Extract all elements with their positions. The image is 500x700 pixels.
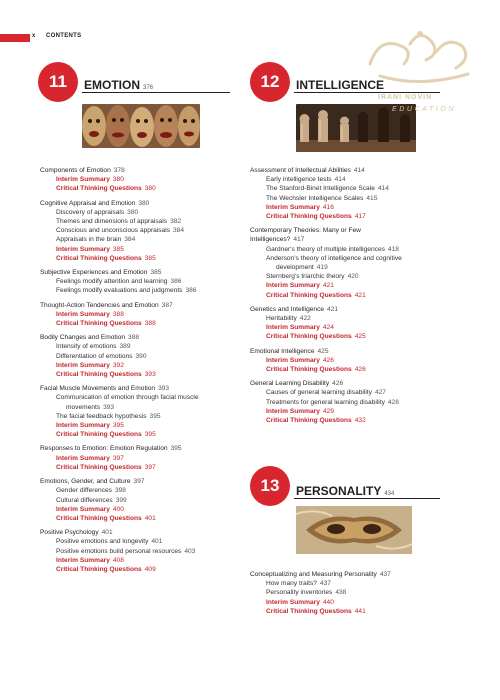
chapter-page: 376 [143,85,154,91]
toc-entry-page: 397 [133,478,145,486]
toc-entry-page: 395 [149,412,161,420]
toc-subitem[interactable] [40,217,240,226]
toc-heading[interactable] [250,379,460,388]
chapter-number-badge: 11 [38,62,78,102]
watermark-text-line2: EDUCATION [392,106,457,113]
toc-subitem[interactable] [40,547,240,556]
toc-entry-text: Interim Summary [266,598,320,606]
toc-entry-page: 417 [354,213,366,221]
toc-entry-text: Gender differences [56,487,112,495]
chapter-13-toc [250,570,460,621]
toc-entry-text: Interim Summary [266,407,320,415]
toc-entry-page: 384 [173,227,185,235]
toc-summary-item[interactable] [250,203,460,212]
toc-entry-text: Feelings modify attention and learning [56,278,168,286]
toc-subitem[interactable] [40,537,240,546]
toc-subitem[interactable] [40,496,240,505]
toc-entry-text: Gardner's theory of multiple intelligences [266,245,385,253]
toc-entry-text: Discovery of appraisals [56,208,125,216]
chapter-number-badge: 13 [250,466,290,506]
toc-entry-text: Responses to Emotion: Emotion Regulation [40,445,168,453]
toc-entry-page: 415 [366,194,378,202]
toc-entry-page: 380 [127,208,139,216]
toc-subitem[interactable] [40,277,240,286]
toc-section [40,268,240,296]
chapter-12-toc [250,166,460,430]
toc-entry-text: Appraisals in the brain [56,236,122,244]
toc-entry-text: Treatments for general learning disability [266,398,385,406]
toc-entry-text: The Wechsler Intelligence Scales [266,194,364,202]
toc-entry-text: Critical Thinking Questions [266,607,352,615]
toc-entry-page: 437 [379,571,391,578]
toc-entry-page: 395 [170,445,182,453]
toc-entry-page: 408 [112,556,124,564]
toc-entry-text: Interim Summary [266,203,320,211]
toc-summary-item[interactable] [250,416,460,425]
toc-heading[interactable] [250,235,460,244]
toc-heading[interactable] [250,347,460,356]
toc-section [40,477,240,523]
toc-entry-page: 397 [112,454,124,462]
toc-entry-page: 378 [113,167,125,174]
toc-entry-page: 382 [170,218,182,226]
toc-subitem[interactable] [40,486,240,495]
toc-entry-page: 388 [144,320,156,328]
toc-entry-text: Conceptualizing and Measuring Personality [250,571,377,578]
toc-section [250,379,460,425]
toc-entry-page: 385 [150,269,162,277]
toc-entry-page: 426 [322,356,334,364]
toc-entry-text: Critical Thinking Questions [266,213,352,221]
toc-entry-text: Critical Thinking Questions [56,254,142,262]
toc-entry-text: Interim Summary [56,245,110,253]
toc-entry-page: 385 [112,245,124,253]
toc-heading[interactable] [40,268,240,277]
toc-entry-page: 386 [185,287,197,295]
toc-entry-text: Interim Summary [56,454,110,462]
toc-entry-text: Interim Summary [56,361,110,369]
toc-entry-text: Interim Summary [56,505,110,513]
toc-heading[interactable] [40,166,240,175]
toc-subitem[interactable] [40,403,240,412]
toc-subitem[interactable] [250,175,460,184]
toc-entry-page: 393 [144,371,156,379]
toc-entry-page: 380 [144,185,156,193]
toc-summary-item[interactable] [40,184,240,193]
toc-subitem[interactable] [250,263,460,272]
toc-entry-page: 389 [119,343,131,351]
toc-entry-page: 401 [151,538,163,546]
toc-heading[interactable] [40,477,240,486]
toc-entry-text: Critical Thinking Questions [56,185,142,193]
toc-entry-page: 422 [299,315,311,323]
toc-section [40,199,240,263]
toc-entry-text: Personality inventories [266,589,333,597]
toc-summary-item[interactable] [40,556,240,565]
toc-entry-text: Contemporary Theories: Many or Few [250,227,361,235]
toc-entry-page: 440 [322,598,334,606]
toc-entry-text: Conscious and unconscious appraisals [56,227,170,235]
toc-entry-page: 397 [144,463,156,471]
toc-heading[interactable] [250,570,460,579]
toc-entry-page: 395 [112,422,124,430]
toc-entry-page: 427 [374,389,386,397]
toc-entry-text: Interim Summary [266,356,320,364]
toc-subitem[interactable] [40,393,240,402]
toc-subitem[interactable] [40,342,240,351]
toc-entry-page: 432 [354,417,366,425]
toc-entry-page: 429 [322,407,334,415]
toc-entry-page: 399 [115,496,127,504]
toc-entry-page: 384 [124,236,136,244]
toc-entry-page: 417 [293,236,305,244]
toc-entry-text: Subjective Experiences and Emotion [40,269,148,277]
toc-heading[interactable] [250,305,460,314]
toc-entry-text: Cognitive Appraisal and Emotion [40,199,136,207]
toc-section [40,384,240,439]
toc-entry-text: Emotions, Gender, and Culture [40,478,131,486]
toc-entry-text: Cultural differences [56,496,113,504]
toc-entry-text: Interim Summary [56,310,110,318]
toc-subitem[interactable] [40,412,240,421]
toc-summary-item[interactable] [40,463,240,472]
toc-entry-page: 387 [161,301,173,309]
toc-entry-page: 403 [184,547,196,555]
toc-entry-text: Critical Thinking Questions [56,514,142,522]
toc-section [40,333,240,379]
toc-entry-page: 441 [354,607,366,615]
toc-entry-page: 425 [317,347,329,355]
toc-entry-page: 420 [347,273,359,281]
toc-entry-text: Emotional Intelligence [250,347,315,355]
toc-entry-text: Positive emotions build personal resources [56,547,182,555]
toc-entry-text: Heritability [266,315,297,323]
toc-entry-page: 392 [112,361,124,369]
toc-entry-text: Positive Psychology [40,529,99,537]
toc-subitem[interactable] [250,254,460,263]
toc-summary-item[interactable] [40,421,240,430]
toc-entry-text: Critical Thinking Questions [56,320,142,328]
toc-summary-item[interactable] [40,361,240,370]
toc-summary-item[interactable] [40,319,240,328]
chapter-number-badge: 12 [250,62,290,102]
toc-section [40,528,240,574]
toc-entry-text: Anderson's theory of intelligence and cognitive [266,254,402,262]
toc-summary-item[interactable] [40,370,240,379]
toc-subitem[interactable] [250,398,460,407]
toc-entry-page: 393 [103,403,115,411]
toc-entry-page: 388 [112,310,124,318]
toc-subitem[interactable] [40,235,240,244]
toc-entry-page: 421 [354,291,366,299]
toc-summary-item[interactable] [40,310,240,319]
toc-summary-item[interactable] [250,607,460,616]
toc-entry-page: 438 [335,589,347,597]
toc-summary-item[interactable] [250,291,460,300]
toc-entry-text: Genetics and Intelligence [250,305,325,313]
toc-entry-text: The Stanford-Binet Intelligence Scale [266,185,375,193]
toc-entry-page: 418 [387,245,399,253]
toc-entry-text: Critical Thinking Questions [56,431,142,439]
toc-summary-item[interactable] [40,514,240,523]
toc-subitem[interactable] [250,272,460,281]
toc-entry-text: Feelings modify evaluations and judgments [56,287,183,295]
toc-entry-page: 425 [354,333,366,341]
chapter-title: INTELLIGENCE [296,78,385,92]
toc-heading[interactable] [40,528,240,537]
toc-summary-item[interactable] [40,245,240,254]
toc-summary-item[interactable] [250,365,460,374]
chapter-rule [82,92,230,93]
toc-entry-page: 424 [322,324,334,332]
toc-entry-text: Critical Thinking Questions [56,371,142,379]
toc-entry-text: How many traits? [266,580,317,588]
toc-section [250,226,460,300]
chapter-13-heading [250,466,450,506]
toc-entry-text: Facial Muscle Movements and Emotion [40,385,156,393]
toc-entry-text: Interim Summary [266,324,320,332]
header-accent-bar [0,34,30,42]
toc-summary-item[interactable] [250,212,460,221]
chapter-title: EMOTION 376 [84,78,154,92]
toc-entry-text: Assessment of Intellectual Abilities [250,167,351,174]
toc-subitem[interactable] [250,388,460,397]
toc-entry-page: 385 [144,254,156,262]
toc-subitem[interactable] [40,226,240,235]
toc-entry-page: 421 [322,282,334,290]
chapter-13-photo-mask [296,506,412,554]
toc-summary-item[interactable] [250,356,460,365]
toc-entry-page: 426 [354,366,366,374]
toc-entry-text: Components of Emotion [40,167,111,174]
toc-heading[interactable] [250,226,460,235]
toc-heading[interactable] [250,166,460,175]
toc-entry-text: General Learning Disability [250,380,330,388]
toc-entry-text: Differentiation of emotions [56,352,133,360]
chapter-11-heading [38,62,230,102]
toc-entry-page: 426 [332,380,344,388]
toc-heading[interactable] [40,301,240,310]
toc-summary-item[interactable] [250,323,460,332]
toc-entry-text: The facial feedback hypothesis [56,412,147,420]
toc-summary-item[interactable] [250,598,460,607]
header-page-number: x [32,33,36,39]
chapter-rule [294,498,440,499]
toc-entry-page: 398 [114,487,126,495]
toc-section [250,166,460,221]
header-title: CONTENTS [46,33,82,39]
chapter-11-photo-masks [82,104,200,148]
toc-entry-text: Sternberg's triarchic theory [266,273,345,281]
toc-entry-page: 393 [158,385,170,393]
toc-entry-text: Bodily Changes and Emotion [40,334,126,342]
toc-entry-page: 421 [327,305,339,313]
toc-entry-text: Interim Summary [56,422,110,430]
toc-heading[interactable] [40,384,240,393]
toc-entry-text: Interim Summary [56,556,110,564]
toc-entry-text: Themes and dimensions of appraisals [56,218,168,226]
toc-subitem[interactable] [40,286,240,295]
toc-entry-page: 380 [112,176,124,184]
toc-section [250,347,460,375]
toc-section [40,166,240,194]
toc-entry-page: 400 [112,505,124,513]
toc-entry-page: 409 [144,565,156,573]
toc-entry-page: 437 [319,580,331,588]
toc-entry-text: Intelligences? [250,236,291,244]
toc-entry-page: 416 [322,203,334,211]
toc-subitem[interactable] [40,208,240,217]
toc-subitem[interactable] [250,245,460,254]
toc-heading[interactable] [40,333,240,342]
chapter-11-toc [40,166,240,579]
toc-entry-text: Interim Summary [56,176,110,184]
toc-subitem[interactable] [250,194,460,203]
toc-entry-page: 380 [138,199,150,207]
toc-entry-text: Thought-Action Tendencies and Emotion [40,301,159,309]
toc-entry-page: 395 [144,431,156,439]
toc-summary-item[interactable] [40,430,240,439]
toc-entry-text: Critical Thinking Questions [56,463,142,471]
toc-entry-text: Intensity of emotions [56,343,117,351]
toc-entry-text: development [276,264,314,272]
toc-entry-page: 414 [353,167,365,174]
toc-entry-page: 401 [101,529,113,537]
toc-entry-page: 414 [334,176,346,184]
toc-summary-item[interactable] [250,332,460,341]
toc-entry-text: Communication of emotion through facial muscle [56,394,199,402]
toc-subitem[interactable] [40,352,240,361]
toc-entry-text: Critical Thinking Questions [56,565,142,573]
toc-entry-page: 414 [377,185,389,193]
toc-section [40,444,240,472]
toc-entry-text: Early intelligence tests [266,176,332,184]
toc-entry-text: Interim Summary [266,282,320,290]
toc-summary-item[interactable] [40,175,240,184]
toc-section [250,305,460,342]
toc-entry-page: 386 [170,278,182,286]
toc-entry-page: 401 [144,514,156,522]
toc-entry-page: 388 [128,334,140,342]
toc-entry-text: Critical Thinking Questions [266,333,352,341]
toc-subitem[interactable] [250,314,460,323]
toc-entry-page: 390 [135,352,147,360]
chapter-title: PERSONALITY 434 [296,484,395,498]
toc-summary-item[interactable] [250,281,460,290]
toc-heading[interactable] [40,199,240,208]
toc-heading[interactable] [40,444,240,453]
toc-summary-item[interactable] [40,505,240,514]
toc-entry-text: movements [66,403,101,411]
toc-summary-item[interactable] [250,407,460,416]
toc-subitem[interactable] [250,579,460,588]
toc-summary-item[interactable] [40,254,240,263]
toc-entry-text: Causes of general learning disability [266,389,372,397]
toc-entry-text: Critical Thinking Questions [266,417,352,425]
chapter-page: 434 [384,491,395,497]
toc-entry-text: Critical Thinking Questions [266,366,352,374]
toc-entry-text: Critical Thinking Questions [266,291,352,299]
toc-entry-page: 428 [387,398,399,406]
toc-entry-text: Positive emotions and longevity [56,538,149,546]
toc-subitem[interactable] [250,588,460,597]
toc-summary-item[interactable] [40,454,240,463]
toc-summary-item[interactable] [40,565,240,574]
toc-section [250,570,460,616]
toc-section [40,301,240,329]
toc-subitem[interactable] [250,184,460,193]
watermark-text-line1: IRANI NOVIN [378,94,433,101]
toc-entry-page: 419 [316,264,328,272]
